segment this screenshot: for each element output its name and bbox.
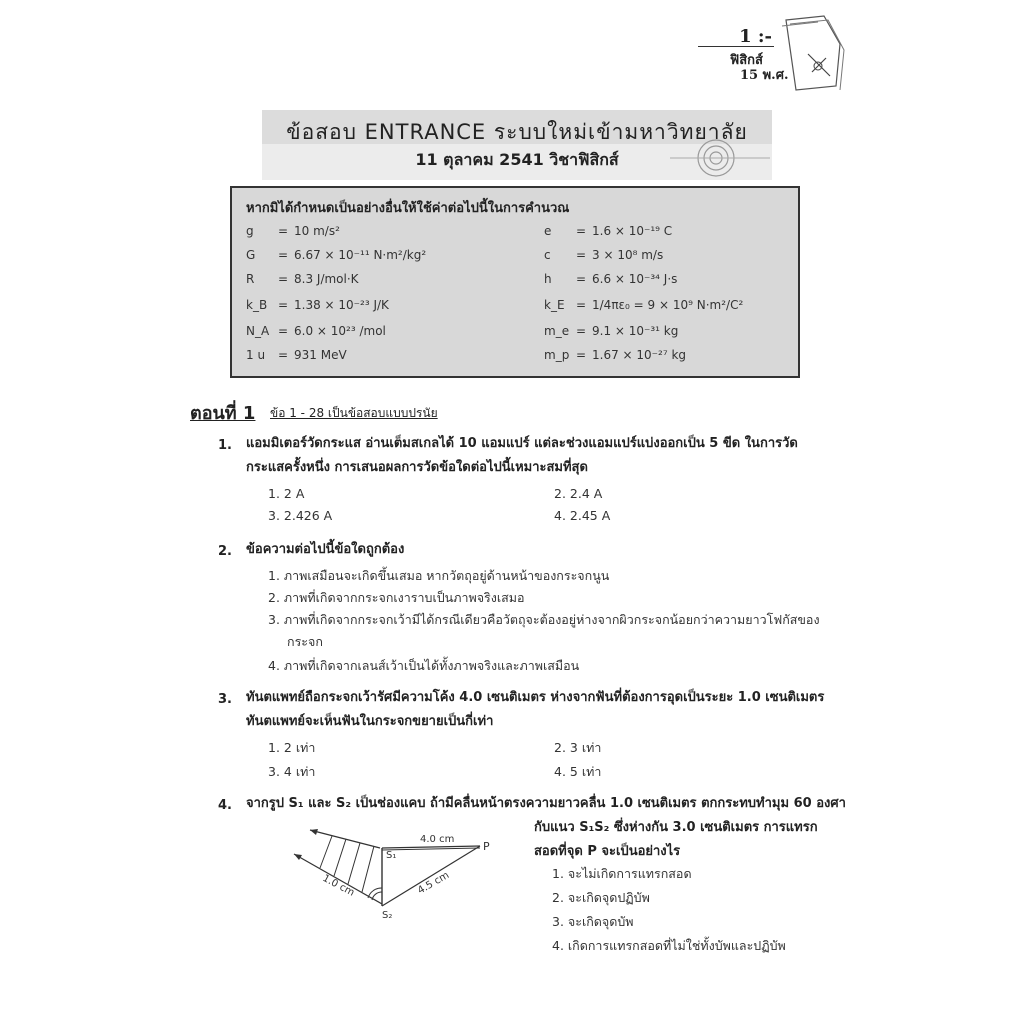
header-years: 15 พ.ศ. bbox=[740, 68, 789, 83]
arrow-icon bbox=[294, 854, 302, 860]
question-line: ทันตแพทย์ถือกระจกเว้ารัศมีความโค้ง 4.0 เซนติเมตร ห่างจากฟันที่ต้องการอุดเป็นระยะ 1.0 เซนติเมตร bbox=[246, 690, 825, 705]
constant-value: 8.3 J/mol·K bbox=[294, 272, 359, 286]
question-line: กับแนว S₁S₂ ซึ่งห่างกัน 3.0 เซนติเมตร การแทรก bbox=[534, 820, 818, 835]
path-s1-p bbox=[382, 846, 480, 848]
label-p: P bbox=[483, 840, 490, 853]
constant-symbol: e bbox=[544, 224, 552, 238]
constant-symbol: g bbox=[246, 224, 254, 238]
answer-option[interactable]: 1. ภาพเสมือนจะเกิดขึ้นเสมอ หากวัตถุอยู่ด้านหน้าของกระจกนูน bbox=[268, 568, 610, 583]
constant-symbol: N_A bbox=[246, 324, 270, 338]
answer-option[interactable]: 4. เกิดการแทรกสอดที่ไม่ใช่ทั้งบัพและปฏิบัพ bbox=[552, 938, 786, 953]
constant-symbol: R bbox=[246, 272, 255, 286]
answer-option[interactable]: 1. จะไม่เกิดการแทรกสอด bbox=[552, 866, 692, 881]
answer-option[interactable]: 2. 2.4 A bbox=[554, 486, 603, 501]
question-text bbox=[246, 538, 404, 562]
answer-option[interactable]: 4. 5 เท่า bbox=[554, 764, 602, 779]
question-number: 4. bbox=[218, 798, 232, 813]
answer-option[interactable]: 4. 2.45 A bbox=[554, 508, 611, 523]
label-s2: S₂ bbox=[382, 910, 393, 921]
constant-symbol: G bbox=[246, 248, 256, 262]
constant-symbol: m_e bbox=[544, 324, 570, 338]
constant-value: 6.0 × 10²³ /mol bbox=[294, 324, 386, 338]
constant-symbol: k_B bbox=[246, 298, 268, 312]
answer-option[interactable]: 4. ภาพที่เกิดจากเลนส์เว้าเป็นได้ทั้งภาพจริงและภาพเสมือน bbox=[268, 658, 580, 673]
exam-title: ข้อสอบ ENTRANCE ระบบใหม่เข้ามหาวิทยาลัย bbox=[286, 120, 748, 144]
wavefront bbox=[334, 839, 346, 876]
page-number: 1 :- bbox=[739, 26, 772, 47]
constant-symbol: k_E bbox=[544, 298, 565, 312]
path-s2-p bbox=[382, 846, 480, 906]
answer-option[interactable]: 1. 2 A bbox=[268, 486, 305, 501]
constant-value: 3 × 10⁸ m/s bbox=[592, 248, 664, 262]
constant-value: 1/4πε₀ = 9 × 10⁹ N·m²/C² bbox=[592, 298, 744, 312]
wavefront bbox=[320, 836, 332, 868]
constant-value: 1.67 × 10⁻²⁷ kg bbox=[592, 348, 687, 362]
constant-value: 1.38 × 10⁻²³ J/K bbox=[294, 298, 389, 312]
question-line: กระแสครั้งหนึ่ง การเสนอผลการวัดข้อใดต่อไปนี้เหมาะสมที่สุด bbox=[246, 460, 588, 475]
answer-option[interactable]: 3. 4 เท่า bbox=[268, 764, 316, 779]
incident-ray bbox=[310, 830, 380, 848]
answer-option[interactable]: 3. จะเกิดจุดบัพ bbox=[552, 914, 634, 929]
question-line: จากรูป S₁ และ S₂ เป็นช่องแคบ ถ้ามีคลื่นหน้าตรงความยาวคลื่น 1.0 เซนติเมตร ตกกระทบทำมุม 60 องศา bbox=[246, 796, 846, 811]
label-distance-s1p: 4.0 cm bbox=[420, 834, 455, 845]
paper-stack-icon bbox=[778, 14, 848, 94]
section-description: ข้อ 1 - 28 เป็นข้อสอบแบบปรนัย bbox=[270, 406, 438, 420]
constants-heading: หากมิได้กำหนดเป็นอย่างอื่นให้ใช้ค่าต่อไปนี้ในการคำนวณ bbox=[246, 201, 570, 216]
answer-option[interactable]: 2. 3 เท่า bbox=[554, 740, 602, 755]
wavefront bbox=[362, 846, 374, 892]
question-line: ข้อความต่อไปนี้ข้อใดถูกต้อง bbox=[246, 542, 405, 557]
constant-value: 1.6 × 10⁻¹⁹ C bbox=[592, 224, 673, 238]
constant-value: 6.6 × 10⁻³⁴ J·s bbox=[592, 272, 678, 286]
double-slit-figure bbox=[290, 818, 510, 928]
constant-symbol: 1 u bbox=[246, 348, 266, 362]
constant-value: 9.1 × 10⁻³¹ kg bbox=[592, 324, 679, 338]
section-label: ตอนที่ 1 bbox=[190, 403, 256, 424]
label-wavelength: 1.0 cm bbox=[320, 872, 357, 899]
header-subject: ฟิสิกส์ bbox=[730, 53, 763, 68]
question-text bbox=[246, 686, 824, 734]
question-number: 1. bbox=[218, 438, 232, 453]
answer-option[interactable]: 3. 2.426 A bbox=[268, 508, 333, 523]
answer-option[interactable]: 1. 2 เท่า bbox=[268, 740, 316, 755]
constant-value: 10 m/s² bbox=[294, 224, 340, 238]
question-line: แอมมิเตอร์วัดกระแส อ่านเต็มสเกลได้ 10 แอมแปร์ แต่ละช่วงแอมแปร์แบ่งออกเป็น 5 ขีด ในการวัด bbox=[246, 436, 798, 451]
answer-option[interactable]: 2. จะเกิดจุดปฏิบัพ bbox=[552, 890, 650, 905]
answer-option-continuation: กระจก bbox=[287, 634, 323, 649]
label-distance-s2p: 4.5 cm bbox=[416, 869, 452, 897]
question-text bbox=[246, 792, 846, 816]
constant-symbol: h bbox=[544, 272, 552, 286]
constant-value: 6.67 × 10⁻¹¹ N·m²/kg² bbox=[294, 248, 427, 262]
arrow-icon bbox=[310, 829, 318, 835]
wavefront bbox=[348, 843, 360, 884]
label-s1: S₁ bbox=[386, 850, 397, 861]
constant-symbol: c bbox=[544, 248, 551, 262]
question-number: 3. bbox=[218, 692, 232, 707]
exam-subtitle: 11 ตุลาคม 2541 วิชาฟิสิกส์ bbox=[415, 150, 619, 169]
question-text-wrapped bbox=[534, 816, 818, 864]
angle-arc bbox=[368, 888, 382, 898]
question-number: 2. bbox=[218, 544, 232, 559]
answer-option[interactable]: 2. ภาพที่เกิดจากกระจกเงาราบเป็นภาพจริงเสมอ bbox=[268, 590, 525, 605]
answer-option[interactable]: 3. ภาพที่เกิดจากกระจกเว้ามีได้กรณีเดียวคือวัตถุจะต้องอยู่ห่างจากผิวกระจกน้อยกว่าความยาวโฟกัสของ bbox=[268, 612, 820, 627]
constant-symbol: m_p bbox=[544, 348, 570, 362]
question-line: ทันตแพทย์จะเห็นฟันในกระจกขยายเป็นกี่เท่า bbox=[246, 714, 494, 729]
question-line: สอดที่จุด P จะเป็นอย่างไร bbox=[534, 844, 681, 859]
header-rule bbox=[698, 46, 774, 47]
constant-value: 931 MeV bbox=[294, 348, 347, 362]
question-text bbox=[246, 432, 798, 480]
